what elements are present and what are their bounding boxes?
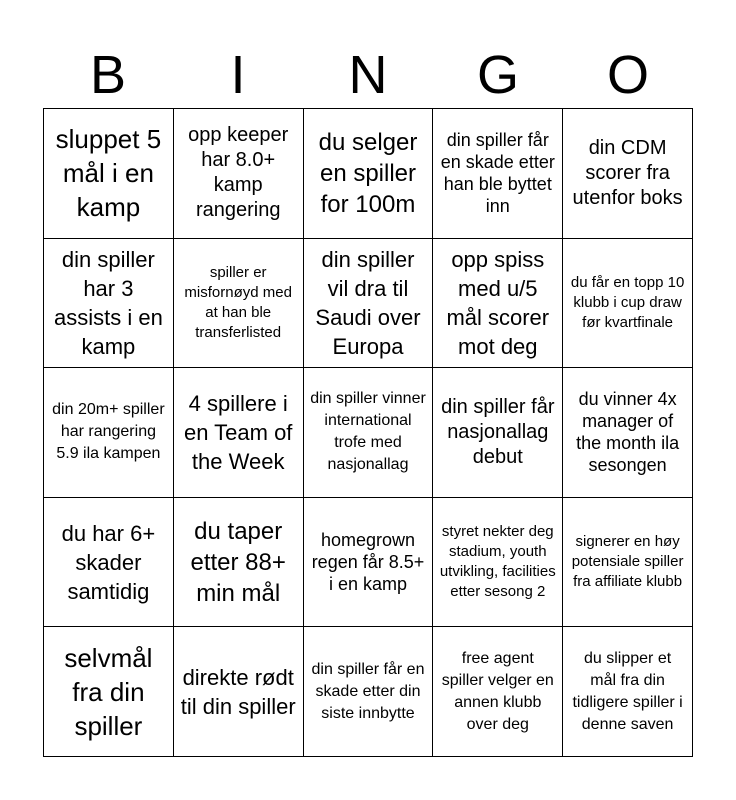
bingo-cell[interactable] xyxy=(433,627,563,757)
cell-text: du selger en spiller for 100m xyxy=(318,128,418,218)
cell-text: din spiller har 3 assists i en kamp xyxy=(53,246,163,359)
cell-text: selvmål fra din spiller xyxy=(64,642,153,741)
bingo-cell[interactable] xyxy=(304,368,434,498)
cell-text: opp spiss med u/5 mål scorer mot deg xyxy=(446,246,550,359)
cell-text: din spiller vil dra til Saudi over Europa xyxy=(315,246,421,359)
bingo-cell[interactable] xyxy=(44,109,174,239)
bingo-cell[interactable] xyxy=(563,368,693,498)
bingo-cell[interactable] xyxy=(433,368,563,498)
cell-text: 4 spillere i en Team of the Week xyxy=(183,390,293,474)
bingo-cell[interactable] xyxy=(174,368,304,498)
bingo-cell[interactable] xyxy=(44,239,174,369)
bingo-grid xyxy=(43,108,693,757)
cell-text: din spiller vinner international trofe med nasjonallag xyxy=(310,390,426,474)
bingo-cell[interactable] xyxy=(174,627,304,757)
bingo-cell[interactable] xyxy=(44,627,174,757)
cell-text: signerer en høy potensiale spiller fra affiliate klubb xyxy=(571,533,684,591)
cell-text: din spiller får en skade etter din siste innbytte xyxy=(311,660,425,722)
bingo-cell[interactable] xyxy=(304,109,434,239)
cell-text: du taper etter 88+ min mål xyxy=(190,517,286,607)
bingo-cell[interactable] xyxy=(563,239,693,369)
cell-text: opp keeper har 8.0+ kamp rangering xyxy=(188,124,289,222)
bingo-cell[interactable] xyxy=(563,498,693,628)
bingo-cell[interactable] xyxy=(433,109,563,239)
cell-text: free agent spiller velger en annen klubb over deg xyxy=(441,649,554,733)
bingo-cell[interactable] xyxy=(174,239,304,369)
cell-text: du får en topp 10 klubb i cup draw før kvartfinale xyxy=(570,273,685,331)
bingo-cell[interactable] xyxy=(563,109,693,239)
cell-text: din 20m+ spiller har rangering 5.9 ila kampen xyxy=(52,401,165,463)
bingo-cell[interactable] xyxy=(304,498,434,628)
bingo-cell[interactable] xyxy=(304,627,434,757)
cell-text: du har 6+ skader samtidig xyxy=(61,520,156,604)
cell-text: spiller er misfornøyd med at han ble transferlisted xyxy=(184,263,292,341)
bingo-cell[interactable] xyxy=(304,239,434,369)
bingo-cell[interactable] xyxy=(44,498,174,628)
bingo-cell[interactable] xyxy=(44,368,174,498)
title-letter-g: G xyxy=(476,45,519,105)
cell-text: styret nekter deg stadium, youth utvikling, facilities etter sesong 2 xyxy=(439,523,556,601)
title-letter-b: B xyxy=(89,45,127,105)
bingo-cell[interactable] xyxy=(563,627,693,757)
cell-text: homegrown regen får 8.5+ i en kamp xyxy=(311,530,425,595)
title-letter-n: N xyxy=(348,45,388,105)
bingo-cell[interactable] xyxy=(174,498,304,628)
cell-text: sluppet 5 mål i en kamp xyxy=(55,124,162,223)
bingo-cell[interactable] xyxy=(433,239,563,369)
cell-text: din spiller får en skade etter han ble byttet inn xyxy=(440,130,555,217)
bingo-title xyxy=(43,44,693,106)
cell-text: direkte rødt til din spiller xyxy=(180,664,296,719)
bingo-cell[interactable] xyxy=(174,109,304,239)
bingo-cell[interactable] xyxy=(433,498,563,628)
cell-text: du vinner 4x manager of the month ila sesongen xyxy=(576,389,680,476)
cell-text: du slipper et mål fra din tidligere spiller i denne saven xyxy=(572,649,683,733)
title-letter-o: O xyxy=(606,45,649,105)
cell-text: din CDM scorer fra utenfor boks xyxy=(572,136,683,209)
cell-text: din spiller får nasjonallag debut xyxy=(441,395,555,468)
title-letter-i: I xyxy=(230,45,246,105)
